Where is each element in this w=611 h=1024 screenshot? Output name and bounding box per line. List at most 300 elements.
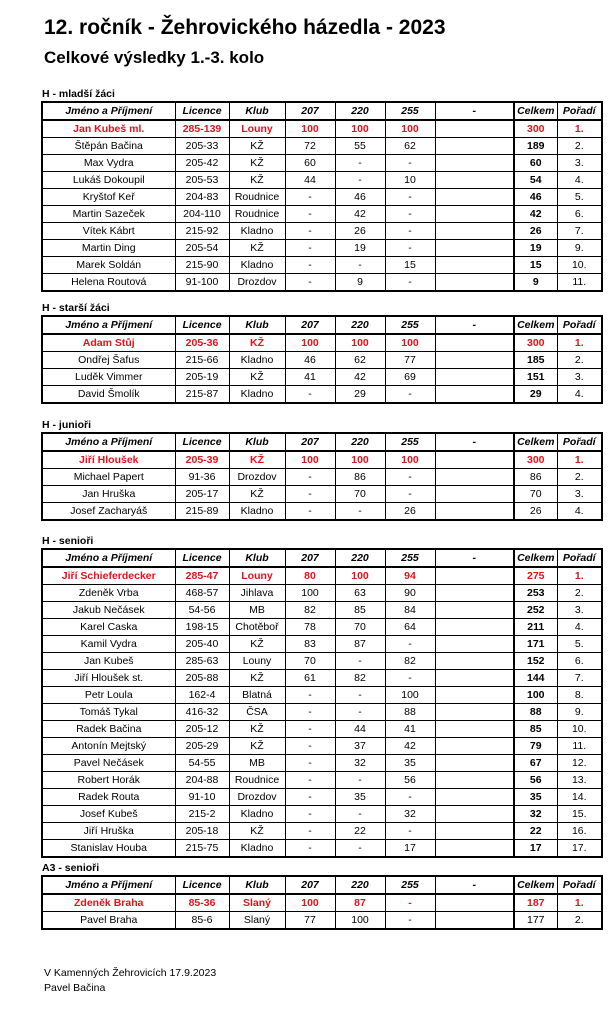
cell-club: Kladno [229, 352, 285, 369]
table-row [42, 189, 602, 206]
cell-total: 185 [514, 352, 557, 369]
cell-rank: 1. [557, 451, 602, 469]
cell-blank [435, 806, 514, 823]
cell-licence: 85-36 [175, 894, 229, 912]
column-header-club: Klub [229, 433, 285, 451]
cell-rank: 4. [557, 386, 602, 404]
column-header-blank: - [435, 876, 514, 894]
column-header-r255: 255 [385, 876, 435, 894]
cell-rank: 2. [557, 469, 602, 486]
cell-total: 22 [514, 823, 557, 840]
cell-licence: 285-139 [175, 120, 229, 138]
cell-r220: 86 [335, 469, 385, 486]
cell-blank [435, 823, 514, 840]
cell-r255: 17 [385, 840, 435, 858]
cell-blank [435, 687, 514, 704]
cell-r255: - [385, 670, 435, 687]
cell-club: KŽ [229, 172, 285, 189]
cell-total: 46 [514, 189, 557, 206]
cell-total: 17 [514, 840, 557, 858]
table-row [42, 721, 602, 738]
cell-total: 60 [514, 155, 557, 172]
cell-licence: 205-33 [175, 138, 229, 155]
section-title: H - junioři [42, 419, 91, 431]
column-header-licence: Licence [175, 433, 229, 451]
cell-r255: 26 [385, 503, 435, 521]
cell-r207: 44 [285, 172, 335, 189]
table-row [42, 755, 602, 772]
cell-club: Slaný [229, 912, 285, 930]
cell-r255: - [385, 274, 435, 292]
footer-place-date: V Kamenných Žehrovicích 17.9.2023 [44, 967, 217, 979]
column-header-licence: Licence [175, 549, 229, 567]
cell-licence: 215-90 [175, 257, 229, 274]
column-header-total: Celkem [514, 549, 557, 567]
cell-r220: 26 [335, 223, 385, 240]
cell-rank: 17. [557, 840, 602, 858]
cell-blank [435, 189, 514, 206]
cell-r207: - [285, 469, 335, 486]
cell-total: 32 [514, 806, 557, 823]
table-row [42, 503, 602, 521]
cell-club: Kladno [229, 840, 285, 858]
cell-r207: 80 [285, 567, 335, 585]
cell-r220: 100 [335, 912, 385, 930]
cell-name: Zdeněk Braha [42, 894, 175, 912]
cell-r255: - [385, 894, 435, 912]
cell-total: 79 [514, 738, 557, 755]
table-row [42, 223, 602, 240]
cell-club: KŽ [229, 636, 285, 653]
cell-club: MB [229, 755, 285, 772]
cell-r207: 100 [285, 120, 335, 138]
cell-name: Vítek Kábrt [42, 223, 175, 240]
cell-club: KŽ [229, 721, 285, 738]
cell-rank: 12. [557, 755, 602, 772]
cell-r220: 70 [335, 486, 385, 503]
cell-r255: 77 [385, 352, 435, 369]
column-header-name: Jméno a Příjmení [42, 316, 175, 334]
cell-r207: - [285, 806, 335, 823]
cell-club: KŽ [229, 451, 285, 469]
cell-total: 300 [514, 120, 557, 138]
cell-r207: - [285, 738, 335, 755]
results-section [41, 88, 596, 292]
cell-r255: - [385, 636, 435, 653]
cell-total: 300 [514, 334, 557, 352]
header-row [42, 549, 602, 567]
cell-blank [435, 912, 514, 930]
cell-rank: 2. [557, 912, 602, 930]
cell-total: 151 [514, 369, 557, 386]
column-header-r220: 220 [335, 316, 385, 334]
cell-rank: 11. [557, 738, 602, 755]
results-table [41, 548, 603, 858]
cell-r207: 100 [285, 585, 335, 602]
cell-blank [435, 386, 514, 404]
table-row [42, 486, 602, 503]
page-title: 12. ročník - Žehrovického házedla - 2023 [44, 16, 446, 39]
table-row [42, 823, 602, 840]
cell-r207: - [285, 823, 335, 840]
column-header-name: Jméno a Příjmení [42, 433, 175, 451]
cell-r220: 100 [335, 120, 385, 138]
cell-blank [435, 486, 514, 503]
cell-total: 86 [514, 469, 557, 486]
table-row [42, 172, 602, 189]
cell-total: 19 [514, 240, 557, 257]
winner-row [42, 120, 602, 138]
cell-rank: 10. [557, 721, 602, 738]
cell-club: ČSA [229, 704, 285, 721]
column-header-rank: Pořadí [557, 549, 602, 567]
column-header-total: Celkem [514, 433, 557, 451]
cell-club: Louny [229, 567, 285, 585]
cell-r220: 42 [335, 206, 385, 223]
cell-r220: - [335, 687, 385, 704]
cell-licence: 205-36 [175, 334, 229, 352]
cell-total: 29 [514, 386, 557, 404]
cell-club: Drozdov [229, 274, 285, 292]
cell-licence: 205-42 [175, 155, 229, 172]
column-header-total: Celkem [514, 102, 557, 120]
cell-r207: 82 [285, 602, 335, 619]
cell-r207: - [285, 840, 335, 858]
column-header-r207: 207 [285, 549, 335, 567]
cell-rank: 9. [557, 240, 602, 257]
cell-r220: 100 [335, 567, 385, 585]
cell-r207: 83 [285, 636, 335, 653]
cell-club: Louny [229, 653, 285, 670]
cell-blank [435, 257, 514, 274]
cell-r207: 46 [285, 352, 335, 369]
cell-r255: 100 [385, 451, 435, 469]
page-subtitle: Celkové výsledky 1.-3. kolo [44, 48, 265, 67]
cell-rank: 16. [557, 823, 602, 840]
cell-licence: 215-92 [175, 223, 229, 240]
cell-r255: 32 [385, 806, 435, 823]
cell-r255: - [385, 912, 435, 930]
cell-r255: 69 [385, 369, 435, 386]
cell-blank [435, 738, 514, 755]
cell-name: Zdeněk Vrba [42, 585, 175, 602]
cell-name: Martin Sazeček [42, 206, 175, 223]
cell-rank: 5. [557, 189, 602, 206]
column-header-rank: Pořadí [557, 316, 602, 334]
cell-name: Jiří Hloušek st. [42, 670, 175, 687]
cell-r255: - [385, 240, 435, 257]
cell-r255: 41 [385, 721, 435, 738]
table-row [42, 636, 602, 653]
cell-club: Kladno [229, 386, 285, 404]
cell-licence: 85-6 [175, 912, 229, 930]
table-row [42, 469, 602, 486]
cell-name: Jakub Nečásek [42, 602, 175, 619]
column-header-licence: Licence [175, 316, 229, 334]
results-section [41, 302, 596, 404]
cell-r255: 100 [385, 120, 435, 138]
cell-blank [435, 155, 514, 172]
cell-rank: 6. [557, 206, 602, 223]
table-row [42, 840, 602, 858]
winner-row [42, 334, 602, 352]
cell-r207: - [285, 386, 335, 404]
cell-name: David Šmolík [42, 386, 175, 404]
header-row [42, 876, 602, 894]
cell-r255: 88 [385, 704, 435, 721]
cell-r220: 42 [335, 369, 385, 386]
cell-blank [435, 120, 514, 138]
cell-licence: 285-63 [175, 653, 229, 670]
cell-blank [435, 772, 514, 789]
cell-rank: 8. [557, 687, 602, 704]
cell-name: Martin Ding [42, 240, 175, 257]
cell-name: Pavel Braha [42, 912, 175, 930]
cell-r255: 56 [385, 772, 435, 789]
table-row [42, 687, 602, 704]
table-row [42, 155, 602, 172]
cell-club: KŽ [229, 334, 285, 352]
results-table [41, 315, 603, 404]
cell-r255: - [385, 206, 435, 223]
cell-name: Jan Kubeš [42, 653, 175, 670]
cell-blank [435, 274, 514, 292]
cell-blank [435, 369, 514, 386]
cell-rank: 5. [557, 636, 602, 653]
winner-row [42, 451, 602, 469]
cell-licence: 205-54 [175, 240, 229, 257]
cell-name: Stanislav Houba [42, 840, 175, 858]
cell-r207: - [285, 223, 335, 240]
cell-total: 67 [514, 755, 557, 772]
table-row [42, 602, 602, 619]
header-row [42, 433, 602, 451]
cell-r220: 62 [335, 352, 385, 369]
cell-licence: 54-56 [175, 602, 229, 619]
winner-row [42, 567, 602, 585]
results-section [41, 535, 596, 858]
cell-club: Roudnice [229, 206, 285, 223]
cell-total: 100 [514, 687, 557, 704]
footer [44, 966, 216, 996]
cell-licence: 205-53 [175, 172, 229, 189]
cell-club: Drozdov [229, 469, 285, 486]
cell-r207: 100 [285, 894, 335, 912]
cell-club: Slaný [229, 894, 285, 912]
cell-r207: - [285, 486, 335, 503]
cell-club: Louny [229, 120, 285, 138]
cell-club: KŽ [229, 823, 285, 840]
cell-name: Max Vydra [42, 155, 175, 172]
cell-licence: 91-36 [175, 469, 229, 486]
results-section [41, 862, 596, 930]
cell-club: KŽ [229, 240, 285, 257]
cell-licence: 215-87 [175, 386, 229, 404]
cell-blank [435, 469, 514, 486]
cell-rank: 7. [557, 670, 602, 687]
cell-licence: 205-29 [175, 738, 229, 755]
cell-rank: 3. [557, 602, 602, 619]
column-header-r220: 220 [335, 876, 385, 894]
column-header-licence: Licence [175, 876, 229, 894]
cell-r220: 46 [335, 189, 385, 206]
winner-row [42, 894, 602, 912]
cell-r207: - [285, 503, 335, 521]
table-row [42, 912, 602, 930]
column-header-r255: 255 [385, 316, 435, 334]
cell-total: 26 [514, 223, 557, 240]
header-row [42, 316, 602, 334]
cell-licence: 205-12 [175, 721, 229, 738]
results-table [41, 875, 603, 930]
cell-licence: 198-15 [175, 619, 229, 636]
cell-total: 26 [514, 503, 557, 521]
cell-r255: - [385, 189, 435, 206]
cell-name: Jiří Hruška [42, 823, 175, 840]
column-header-club: Klub [229, 876, 285, 894]
cell-total: 300 [514, 451, 557, 469]
cell-blank [435, 840, 514, 858]
table-row [42, 206, 602, 223]
cell-rank: 2. [557, 138, 602, 155]
cell-club: KŽ [229, 738, 285, 755]
cell-club: KŽ [229, 670, 285, 687]
column-header-r220: 220 [335, 102, 385, 120]
cell-licence: 91-10 [175, 789, 229, 806]
cell-total: 187 [514, 894, 557, 912]
cell-r207: 41 [285, 369, 335, 386]
cell-r207: - [285, 704, 335, 721]
cell-r220: 9 [335, 274, 385, 292]
cell-r220: 22 [335, 823, 385, 840]
cell-r220: - [335, 172, 385, 189]
cell-rank: 3. [557, 369, 602, 386]
section-title: A3 - senioři [42, 862, 100, 874]
cell-name: Helena Routová [42, 274, 175, 292]
cell-club: KŽ [229, 155, 285, 172]
results-section [41, 419, 596, 521]
cell-licence: 205-19 [175, 369, 229, 386]
table-row [42, 369, 602, 386]
column-header-r220: 220 [335, 549, 385, 567]
section-title: H - senioři [42, 535, 94, 547]
cell-r207: - [285, 755, 335, 772]
table-row [42, 257, 602, 274]
cell-r207: - [285, 257, 335, 274]
cell-r207: 70 [285, 653, 335, 670]
cell-club: Roudnice [229, 772, 285, 789]
table-row [42, 138, 602, 155]
table-row [42, 772, 602, 789]
cell-name: Kryštof Keř [42, 189, 175, 206]
cell-r220: 44 [335, 721, 385, 738]
cell-r207: 77 [285, 912, 335, 930]
column-header-club: Klub [229, 316, 285, 334]
cell-r220: 85 [335, 602, 385, 619]
cell-total: 56 [514, 772, 557, 789]
cell-rank: 4. [557, 172, 602, 189]
cell-r207: - [285, 189, 335, 206]
cell-r255: 10 [385, 172, 435, 189]
cell-club: KŽ [229, 369, 285, 386]
cell-licence: 468-57 [175, 585, 229, 602]
cell-licence: 54-55 [175, 755, 229, 772]
cell-total: 189 [514, 138, 557, 155]
table-row [42, 670, 602, 687]
cell-name: Radek Routa [42, 789, 175, 806]
cell-r220: 82 [335, 670, 385, 687]
column-header-total: Celkem [514, 316, 557, 334]
cell-blank [435, 894, 514, 912]
cell-club: Kladno [229, 223, 285, 240]
cell-r220: - [335, 503, 385, 521]
cell-rank: 7. [557, 223, 602, 240]
cell-rank: 3. [557, 486, 602, 503]
column-header-blank: - [435, 102, 514, 120]
cell-rank: 2. [557, 585, 602, 602]
cell-r255: 90 [385, 585, 435, 602]
cell-r255: 15 [385, 257, 435, 274]
cell-rank: 9. [557, 704, 602, 721]
cell-licence: 215-89 [175, 503, 229, 521]
column-header-rank: Pořadí [557, 102, 602, 120]
cell-licence: 204-110 [175, 206, 229, 223]
cell-r207: - [285, 789, 335, 806]
column-header-r207: 207 [285, 433, 335, 451]
table-row [42, 789, 602, 806]
cell-total: 144 [514, 670, 557, 687]
cell-club: KŽ [229, 138, 285, 155]
cell-r220: 70 [335, 619, 385, 636]
cell-total: 177 [514, 912, 557, 930]
cell-blank [435, 704, 514, 721]
cell-r220: 32 [335, 755, 385, 772]
cell-rank: 1. [557, 334, 602, 352]
column-header-r255: 255 [385, 549, 435, 567]
cell-r207: 100 [285, 334, 335, 352]
cell-club: Kladno [229, 257, 285, 274]
cell-r255: 62 [385, 138, 435, 155]
cell-licence: 205-40 [175, 636, 229, 653]
cell-r255: - [385, 155, 435, 172]
cell-total: 88 [514, 704, 557, 721]
table-row [42, 738, 602, 755]
cell-rank: 2. [557, 352, 602, 369]
table-row [42, 704, 602, 721]
cell-rank: 13. [557, 772, 602, 789]
cell-rank: 1. [557, 894, 602, 912]
cell-r255: 100 [385, 334, 435, 352]
cell-blank [435, 240, 514, 257]
cell-blank [435, 789, 514, 806]
cell-club: Chotěboř [229, 619, 285, 636]
cell-licence: 205-88 [175, 670, 229, 687]
cell-r220: - [335, 257, 385, 274]
cell-r207: - [285, 240, 335, 257]
cell-total: 42 [514, 206, 557, 223]
table-row [42, 386, 602, 404]
cell-r207: - [285, 772, 335, 789]
cell-r207: 61 [285, 670, 335, 687]
cell-rank: 1. [557, 120, 602, 138]
cell-r255: 94 [385, 567, 435, 585]
cell-r207: 60 [285, 155, 335, 172]
results-table [41, 432, 603, 521]
column-header-blank: - [435, 433, 514, 451]
section-title: H - mladší žáci [42, 88, 115, 100]
column-header-licence: Licence [175, 102, 229, 120]
cell-r255: - [385, 486, 435, 503]
